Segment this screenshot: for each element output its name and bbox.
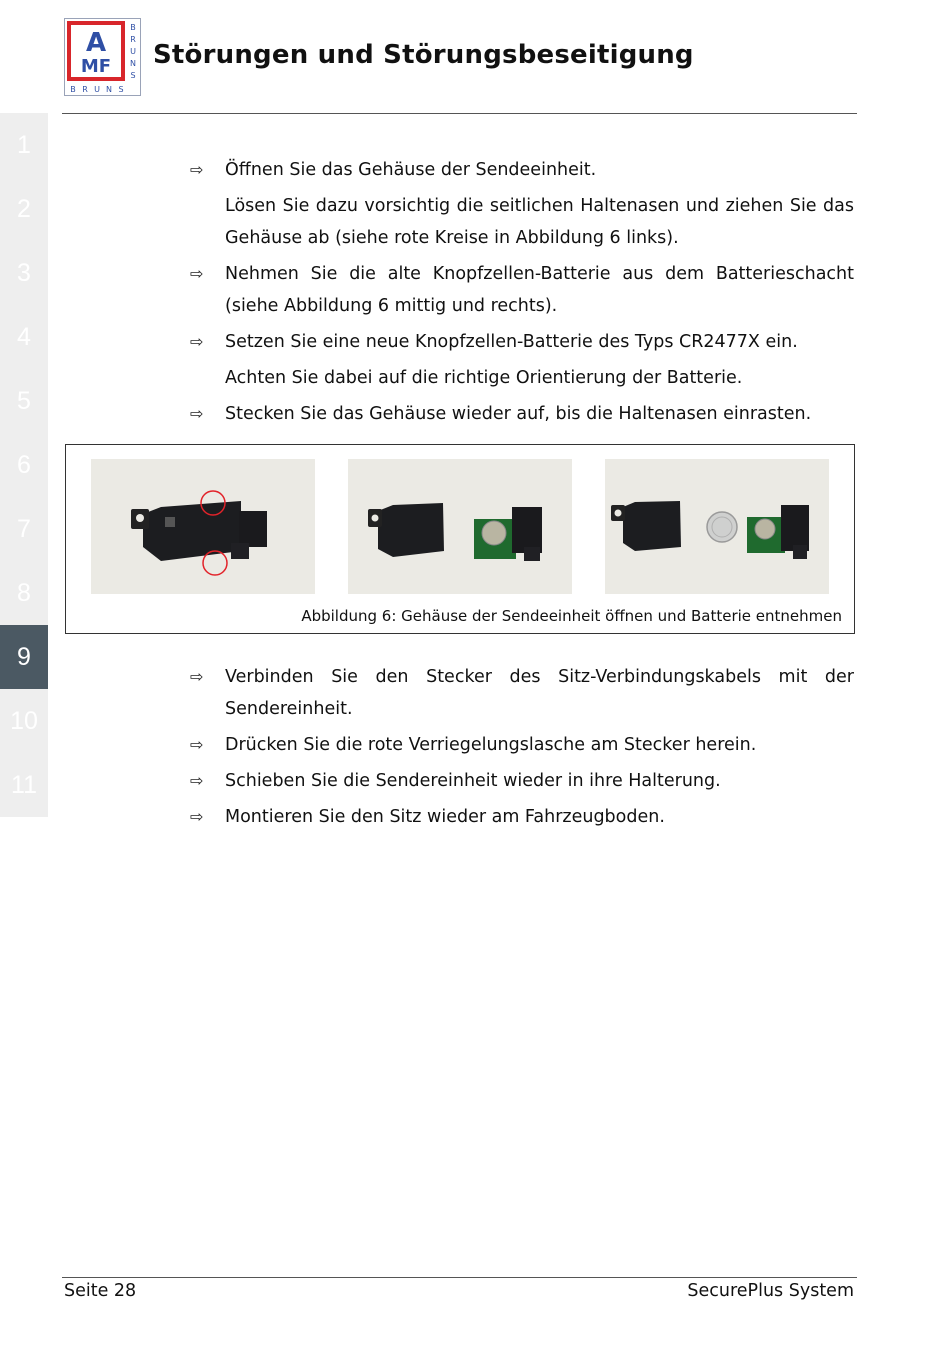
svg-text:B: B: [70, 85, 76, 94]
chapter-tab-5[interactable]: 5: [0, 369, 48, 433]
arrow-bullet-icon: ⇨: [190, 667, 204, 686]
list-item: [190, 801, 854, 833]
svg-text:S: S: [118, 85, 124, 94]
step-text: Stecken Sie das Gehäuse wieder auf, bis die Haltenasen einrasten.: [225, 404, 812, 424]
arrow-bullet-icon: ⇨: [190, 404, 204, 423]
photo-battery-removed: [605, 459, 829, 594]
step-text: Öffnen Sie das Gehäuse der Sendeeinheit.: [225, 160, 597, 180]
logo-letter-a: A: [85, 28, 107, 58]
svg-text:U: U: [94, 85, 100, 94]
list-item: [190, 765, 854, 797]
photo-opened-housing: [348, 459, 572, 594]
svg-text:U: U: [130, 47, 136, 56]
chapter-tab-3[interactable]: 3: [0, 241, 48, 305]
chapter-tab-9-active[interactable]: 9: [0, 625, 48, 689]
chapter-tab-7[interactable]: 7: [0, 497, 48, 561]
list-item: [190, 326, 854, 394]
chapter-tab-1[interactable]: 1: [0, 113, 48, 177]
step-note: Lösen Sie dazu vorsichtig die seitlichen Haltenasen und ziehen Sie das Gehäuse ab (siehe rote Kreise in Abbildung 6 links).: [225, 196, 854, 248]
chapter-tab-2[interactable]: 2: [0, 177, 48, 241]
svg-text:S: S: [130, 71, 136, 80]
page-title: Störungen und Störungsbeseitigung: [153, 40, 694, 70]
svg-text:B: B: [130, 23, 136, 32]
figure-caption: Abbildung 6: Gehäuse der Sendeeinheit öffnen und Batterie entnehmen: [301, 607, 842, 625]
chapter-tab-4[interactable]: 4: [0, 305, 48, 369]
product-name: SecurePlus System: [687, 1281, 854, 1301]
arrow-bullet-icon: ⇨: [190, 735, 204, 754]
chapter-tab-8[interactable]: 8: [0, 561, 48, 625]
arrow-bullet-icon: ⇨: [190, 160, 204, 179]
step-text: Drücken Sie die rote Verriegelungslasche am Stecker herein.: [225, 735, 757, 755]
step-text: Schieben Sie die Sendereinheit wieder in ihre Halterung.: [225, 771, 721, 791]
figure-6: [65, 444, 855, 634]
svg-text:R: R: [82, 85, 88, 94]
svg-text:N: N: [130, 59, 136, 68]
photo-closed-housing: [91, 459, 315, 594]
step-note: Achten Sie dabei auf die richtige Orientierung der Batterie.: [225, 368, 743, 388]
arrow-bullet-icon: ⇨: [190, 771, 204, 790]
page-number: Seite 28: [64, 1281, 137, 1301]
chapter-tabs: [0, 113, 48, 817]
logo-letters-mf: MF: [80, 56, 112, 77]
instruction-list-before: [190, 154, 854, 430]
chapter-tab-6[interactable]: 6: [0, 433, 48, 497]
company-logo: [64, 18, 141, 96]
chapter-tab-11[interactable]: 11: [0, 753, 48, 817]
instruction-list-after: [190, 661, 854, 833]
list-item: [190, 398, 854, 430]
svg-text:N: N: [106, 85, 112, 94]
step-text: Nehmen Sie die alte Knopfzellen-Batterie aus dem Batterieschacht (siehe Abbildung 6 mittig und rechts).: [225, 264, 854, 316]
footer-divider: [62, 1277, 857, 1278]
step-text: Setzen Sie eine neue Knopfzellen-Batterie des Typs CR2477X ein.: [225, 332, 798, 352]
svg-text:R: R: [130, 35, 136, 44]
list-item: [190, 154, 854, 254]
list-item: [190, 661, 854, 725]
arrow-bullet-icon: ⇨: [190, 807, 204, 826]
chapter-tab-10[interactable]: 10: [0, 689, 48, 753]
step-text: Montieren Sie den Sitz wieder am Fahrzeugboden.: [225, 807, 665, 827]
step-text: Verbinden Sie den Stecker des Sitz-Verbindungskabels mit der Sendereinheit.: [225, 667, 854, 719]
list-item: [190, 729, 854, 761]
arrow-bullet-icon: ⇨: [190, 332, 204, 351]
arrow-bullet-icon: ⇨: [190, 264, 204, 283]
list-item: [190, 258, 854, 322]
header-divider: [62, 113, 857, 114]
